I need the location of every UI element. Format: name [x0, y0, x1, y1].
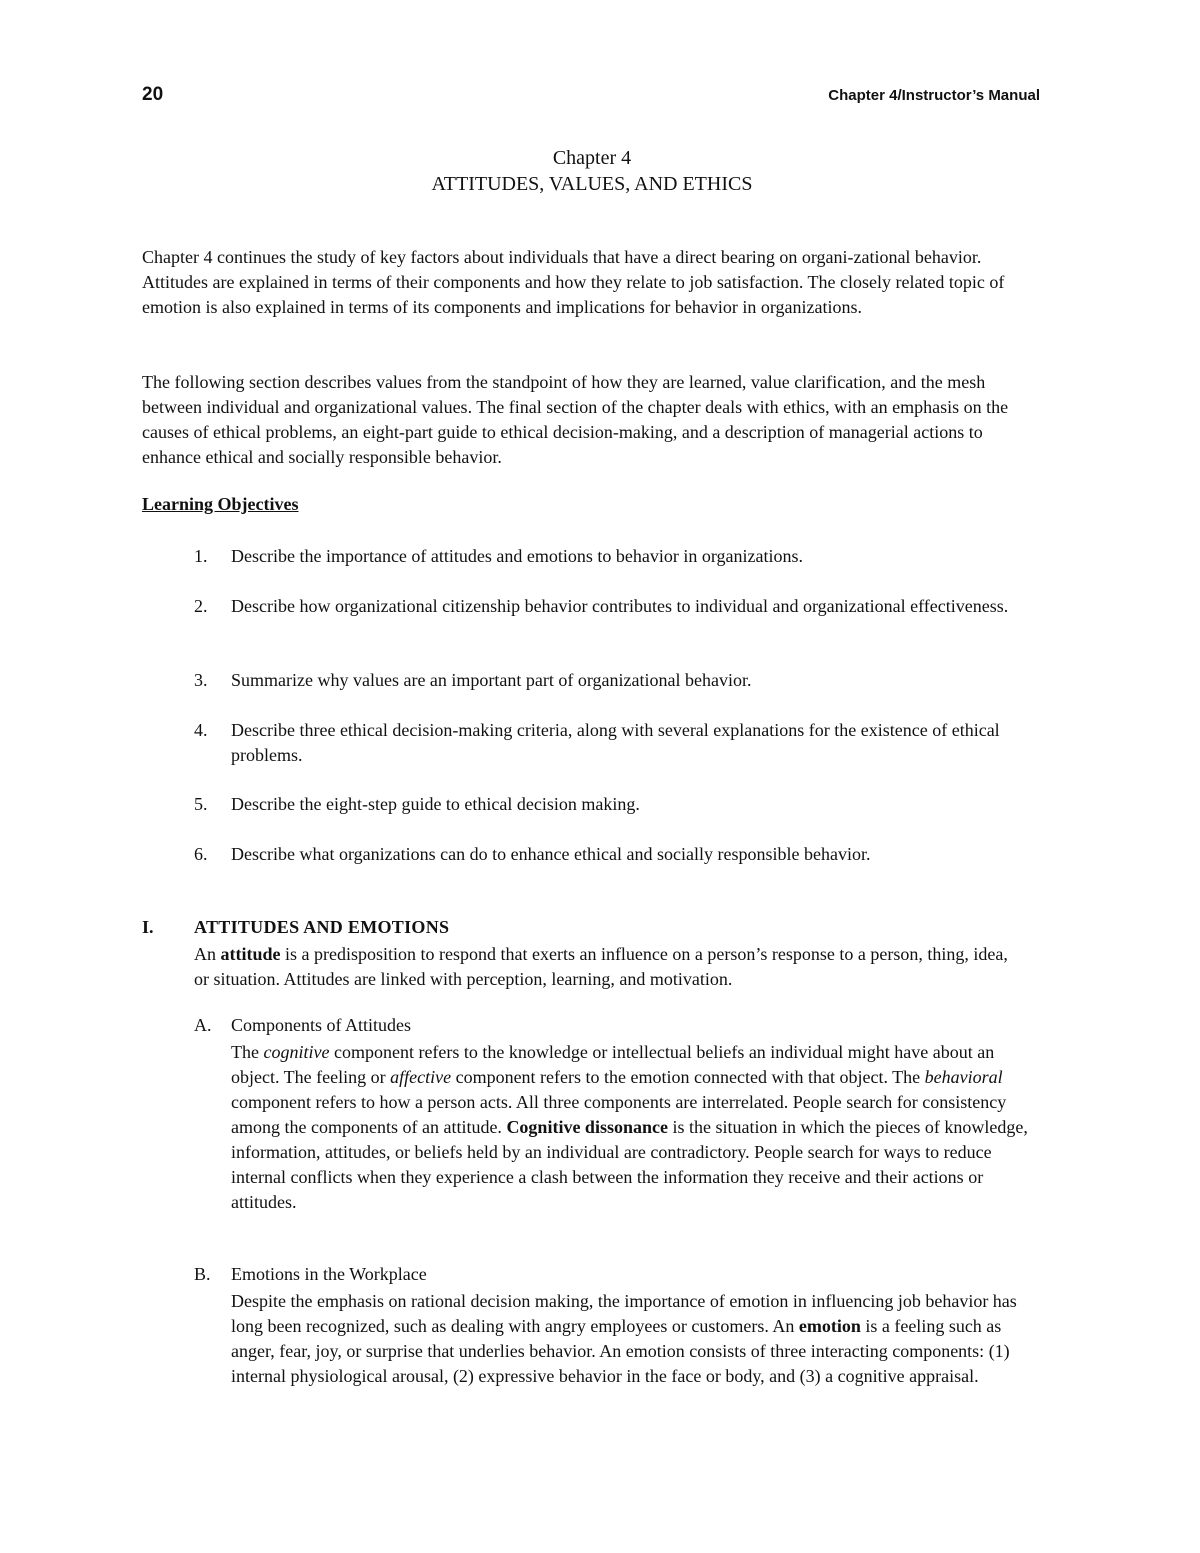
term-emotion: emotion: [798, 1316, 861, 1336]
term-cognitive: cognitive: [263, 1042, 330, 1062]
objective-text: Summarize why values are an important part of organizational behavior.: [231, 670, 752, 690]
objective-text: Describe three ethical decision-making criteria, along with several explanations for the existence of ethical problems.: [231, 720, 1000, 765]
learning-objectives-heading: Learning Objectives: [142, 494, 299, 514]
subsection-body: Despite the emphasis on rational decision making, the importance of emotion in influencing job behavior has long been recognized, such as dealing with angry employees or customers. An emotion is a feeling such as anger, fear, joy, or surprise that underlies behavior. An emotion consists of three interacting components: (1) internal physiological arousal, (2) expressive behavior in the face or body, and (3) a cognitive appraisal.: [231, 1291, 1017, 1386]
subsection-body: The cognitive component refers to the knowledge or intellectual beliefs an individual might have about an object. The feeling or affective component refers to the emotion connected with that object. The behavioral component refers to how a person acts. All three components are interrelated. People search for consistency among the components of an attitude. Cognitive dissonance is the situation in which the pieces of knowledge, information, attitudes, or beliefs held by an individual are contradictory. People search for ways to reduce internal conflicts when they experience a clash between the information they receive and their actions or attitudes.: [231, 1042, 1028, 1212]
section-body: An attitude is a predisposition to respond that exerts an influence on a person’s response to a person, thing, idea, or situation. Attitudes are linked with perception, learning, and motivation.: [194, 944, 1008, 989]
section-number: I.: [142, 917, 154, 937]
page-number: 20: [142, 84, 164, 105]
term-attitude: attitude: [220, 944, 281, 964]
running-header: Chapter 4/Instructor’s Manual: [828, 87, 1040, 104]
term-affective: affective: [390, 1067, 452, 1087]
intro-paragraph-2: The following section describes values from the standpoint of how they are learned, value clarification, and the mesh between individual and organizational values. The final section of the chapter deals with ethics, with an emphasis on the causes of ethical problems, an eight-part guide to ethical decision-making, and a description of managerial actions to enhance ethical and socially responsible behavior.: [142, 372, 1009, 467]
objective-number: 6.: [194, 844, 208, 864]
term-behavioral: behavioral: [924, 1067, 1003, 1087]
subsection-title: Emotions in the Workplace: [231, 1264, 427, 1284]
objective-number: 5.: [194, 794, 208, 814]
term-cognitive-dissonance: Cognitive dissonance: [506, 1117, 668, 1137]
objective-number: 1.: [194, 546, 208, 566]
subsection-letter: B.: [194, 1264, 211, 1284]
subsection-title: Components of Attitudes: [231, 1015, 411, 1035]
objective-text: Describe the importance of attitudes and emotions to behavior in organizations.: [231, 546, 804, 566]
section-title: ATTITUDES AND EMOTIONS: [194, 917, 450, 937]
intro-paragraph-1: Chapter 4 continues the study of key factors about individuals that have a direct bearing on organi-zational behavior. Attitudes are explained in terms of their components and how they relate to job satisfaction. The closely related topic of emotion is also explained in terms of its components and implications for behavior in organizations.: [142, 247, 1005, 317]
subsection-letter: A.: [194, 1015, 212, 1035]
objective-text: Describe what organizations can do to enhance ethical and socially responsible behavior.: [231, 844, 871, 864]
chapter-label: Chapter 4: [552, 147, 632, 169]
objective-number: 4.: [194, 720, 208, 740]
objective-text: Describe how organizational citizenship behavior contributes to individual and organizational effectiveness.: [231, 596, 1009, 616]
objective-number: 3.: [194, 670, 208, 690]
chapter-title: ATTITUDES, VALUES, AND ETHICS: [431, 173, 753, 195]
objective-number: 2.: [194, 596, 208, 616]
objective-text: Describe the eight-step guide to ethical decision making.: [231, 794, 640, 814]
